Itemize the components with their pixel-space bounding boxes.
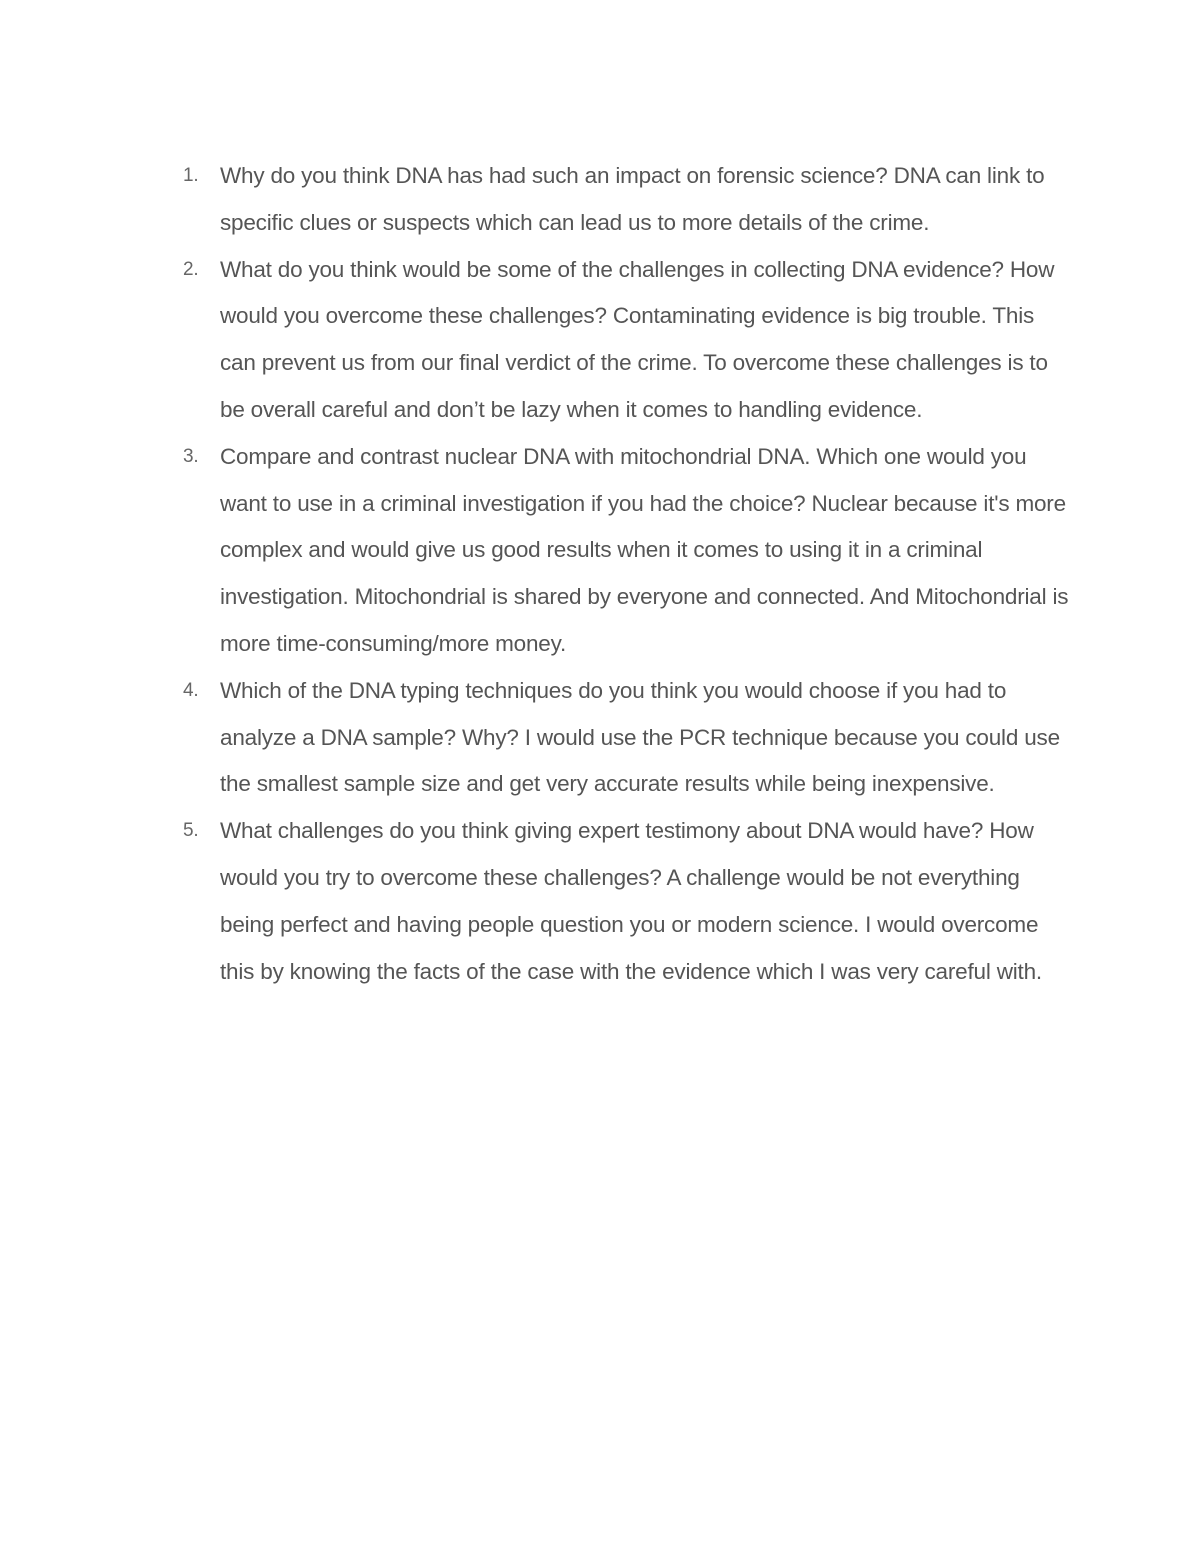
list-item-5 <box>0 808 1200 995</box>
item-text: Compare and contrast nuclear DNA with mitochondrial DNA. Which one would you want to use in a criminal investigation if you had the choice? Nuclear because it's more complex and would give us good results when it comes to using it in a criminal investigation. Mitochondrial is shared by everyone and connected. And Mitochondrial is more time-consuming/more money. <box>220 443 1069 656</box>
item-number: 5. <box>183 820 199 842</box>
item-number: 3. <box>183 445 199 467</box>
item-number: 1. <box>183 165 199 186</box>
list-item-3 <box>0 434 1200 668</box>
item-text: Which of the DNA typing techniques do you think you would choose if you had to analyze a DNA sample? Why? I would use the PCR technique because you could use the smallest sample size and get very accurate results while being inexpensive. <box>220 677 1060 797</box>
item-number: 2. <box>183 258 199 280</box>
list-item-2 <box>0 247 1200 434</box>
item-text: What challenges do you think giving expert testimony about DNA would have? How would you try to overcome these challenges? A challenge would be not everything being perfect and having people question you or modern science. I would overcome this by knowing the facts of the case with the evidence which I was very careful with. <box>220 818 1042 984</box>
list-item-1 <box>0 153 1200 247</box>
item-text: What do you think would be some of the challenges in collecting DNA evidence? How would you overcome these challenges? Contaminating evidence is big trouble. This can prevent us from our final verdict of the crime. To overcome these challenges is to be overall careful and don’t be lazy when it comes to handling evidence. <box>220 256 1055 422</box>
item-text: Why do you think DNA has had such an impact on forensic science? DNA can link to specific clues or suspects which can lead us to more details of the crime. <box>220 163 1045 235</box>
list-item-4 <box>0 668 1200 808</box>
question-list <box>0 153 1200 995</box>
item-number: 4. <box>183 679 199 701</box>
